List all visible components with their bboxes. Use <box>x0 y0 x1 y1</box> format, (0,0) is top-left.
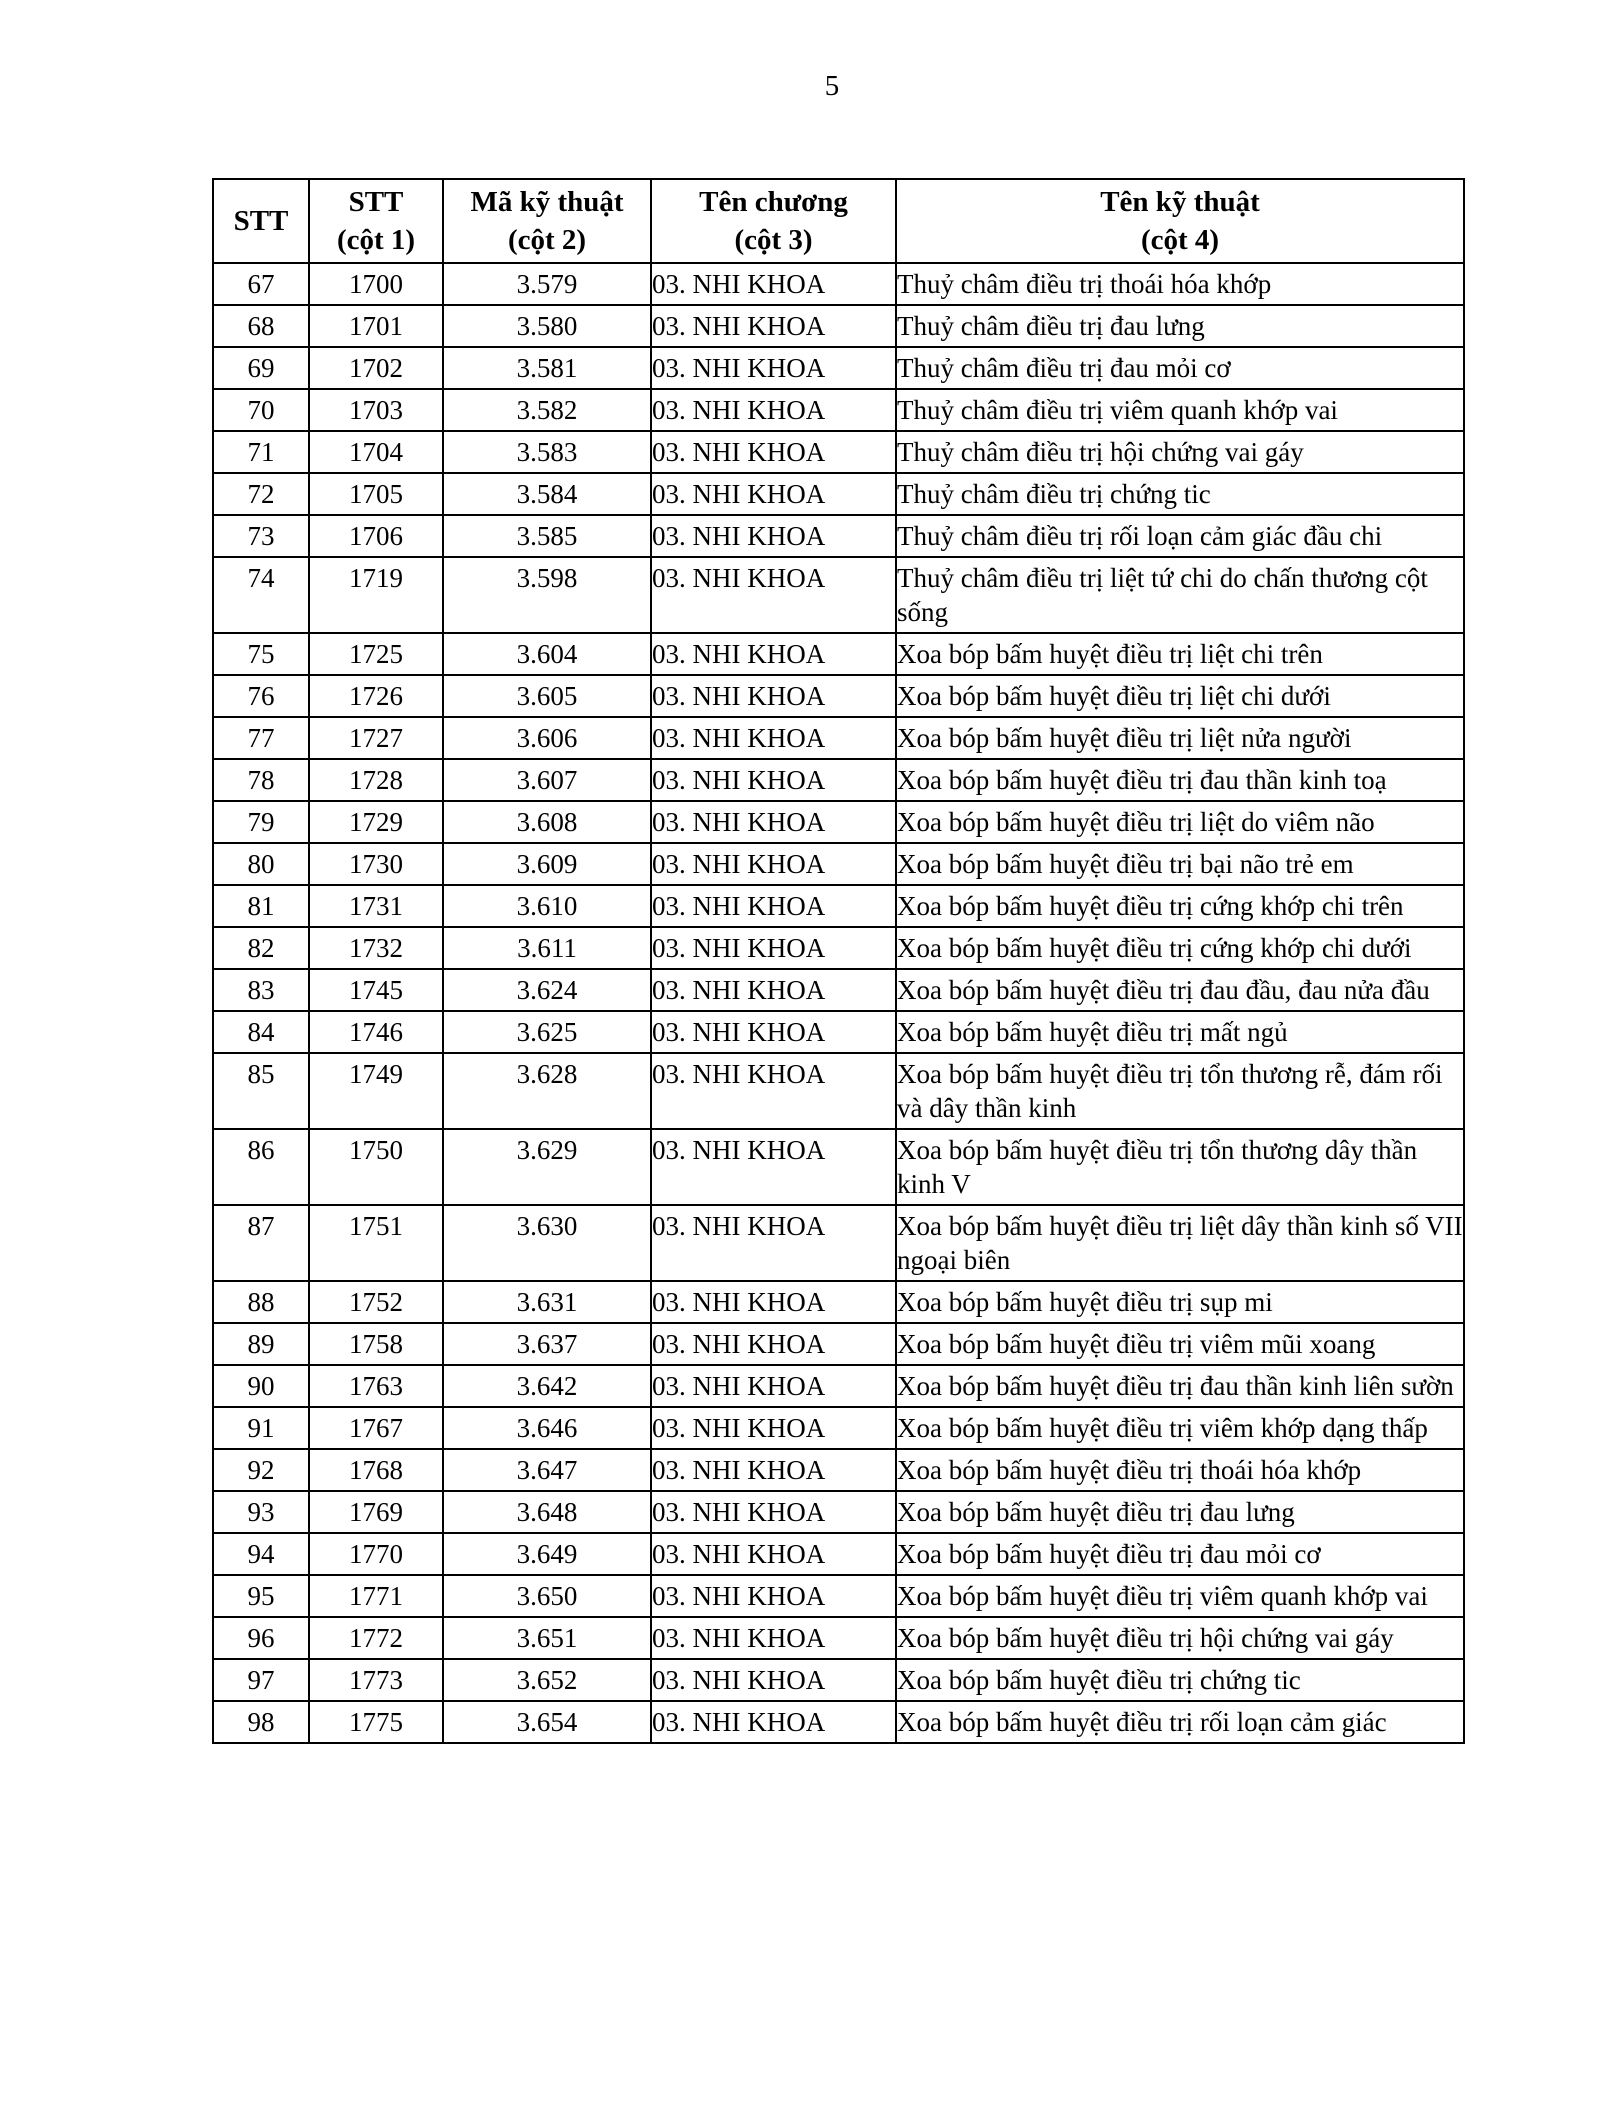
cell-technique-name: Xoa bóp bấm huyệt điều trị chứng tic <box>896 1659 1464 1701</box>
cell-chapter-name: 03. NHI KHOA <box>651 675 896 717</box>
cell-stt-col1: 1750 <box>309 1129 443 1205</box>
table-row <box>213 1365 1464 1407</box>
cell-technique-code: 3.608 <box>443 801 651 843</box>
cell-technique-name: Xoa bóp bấm huyệt điều trị đau thần kinh toạ <box>896 759 1464 801</box>
cell-stt: 96 <box>213 1617 309 1659</box>
cell-chapter-name: 03. NHI KHOA <box>651 633 896 675</box>
table-row <box>213 1129 1464 1205</box>
cell-stt-col1: 1727 <box>309 717 443 759</box>
cell-technique-name: Xoa bóp bấm huyệt điều trị đau đầu, đau nửa đầu <box>896 969 1464 1011</box>
cell-chapter-name: 03. NHI KHOA <box>651 1533 896 1575</box>
cell-technique-name: Xoa bóp bấm huyệt điều trị rối loạn cảm giác <box>896 1701 1464 1743</box>
cell-technique-name: Thuỷ châm điều trị chứng tic <box>896 473 1464 515</box>
cell-stt: 69 <box>213 347 309 389</box>
cell-stt-col1: 1745 <box>309 969 443 1011</box>
cell-chapter-name: 03. NHI KHOA <box>651 1575 896 1617</box>
cell-technique-code: 3.637 <box>443 1323 651 1365</box>
cell-technique-name: Xoa bóp bấm huyệt điều trị liệt chi dưới <box>896 675 1464 717</box>
cell-stt: 70 <box>213 389 309 431</box>
cell-stt: 97 <box>213 1659 309 1701</box>
cell-technique-name: Thuỷ châm điều trị liệt tứ chi do chấn thương cột sống <box>896 557 1464 633</box>
techniques-table <box>212 178 1465 1744</box>
cell-stt: 80 <box>213 843 309 885</box>
cell-technique-name: Thuỷ châm điều trị viêm quanh khớp vai <box>896 389 1464 431</box>
cell-stt-col1: 1775 <box>309 1701 443 1743</box>
cell-stt: 95 <box>213 1575 309 1617</box>
header-label: Tên kỹ thuật <box>1100 186 1260 218</box>
cell-technique-name: Xoa bóp bấm huyệt điều trị đau mỏi cơ <box>896 1533 1464 1575</box>
cell-stt-col1: 1751 <box>309 1205 443 1281</box>
cell-stt-col1: 1704 <box>309 431 443 473</box>
table-row <box>213 1407 1464 1449</box>
cell-technique-code: 3.651 <box>443 1617 651 1659</box>
cell-technique-name: Xoa bóp bấm huyệt điều trị hội chứng vai gáy <box>896 1617 1464 1659</box>
cell-chapter-name: 03. NHI KHOA <box>651 1449 896 1491</box>
header-technique-name <box>896 179 1464 263</box>
cell-technique-name: Xoa bóp bấm huyệt điều trị liệt dây thần kinh số VII ngoại biên <box>896 1205 1464 1281</box>
table-row <box>213 1491 1464 1533</box>
header-chapter-name <box>651 179 896 263</box>
cell-technique-code: 3.654 <box>443 1701 651 1743</box>
cell-technique-code: 3.650 <box>443 1575 651 1617</box>
cell-stt-col1: 1771 <box>309 1575 443 1617</box>
cell-stt-col1: 1728 <box>309 759 443 801</box>
cell-stt-col1: 1702 <box>309 347 443 389</box>
cell-chapter-name: 03. NHI KHOA <box>651 1491 896 1533</box>
cell-chapter-name: 03. NHI KHOA <box>651 759 896 801</box>
cell-technique-code: 3.610 <box>443 885 651 927</box>
cell-stt: 81 <box>213 885 309 927</box>
cell-chapter-name: 03. NHI KHOA <box>651 843 896 885</box>
cell-stt: 92 <box>213 1449 309 1491</box>
cell-technique-code: 3.581 <box>443 347 651 389</box>
cell-technique-name: Thuỷ châm điều trị hội chứng vai gáy <box>896 431 1464 473</box>
cell-stt: 67 <box>213 263 309 305</box>
cell-stt: 71 <box>213 431 309 473</box>
cell-technique-code: 3.604 <box>443 633 651 675</box>
cell-stt: 72 <box>213 473 309 515</box>
cell-stt: 75 <box>213 633 309 675</box>
cell-stt-col1: 1706 <box>309 515 443 557</box>
cell-stt-col1: 1763 <box>309 1365 443 1407</box>
table-row <box>213 633 1464 675</box>
cell-stt: 86 <box>213 1129 309 1205</box>
cell-stt-col1: 1773 <box>309 1659 443 1701</box>
cell-stt-col1: 1769 <box>309 1491 443 1533</box>
table-row <box>213 347 1464 389</box>
table-row <box>213 473 1464 515</box>
cell-technique-name: Xoa bóp bấm huyệt điều trị viêm quanh khớp vai <box>896 1575 1464 1617</box>
cell-technique-code: 3.649 <box>443 1533 651 1575</box>
cell-technique-code: 3.629 <box>443 1129 651 1205</box>
cell-stt-col1: 1729 <box>309 801 443 843</box>
cell-technique-code: 3.606 <box>443 717 651 759</box>
cell-chapter-name: 03. NHI KHOA <box>651 557 896 633</box>
cell-stt: 79 <box>213 801 309 843</box>
cell-stt-col1: 1725 <box>309 633 443 675</box>
table-row <box>213 389 1464 431</box>
cell-chapter-name: 03. NHI KHOA <box>651 347 896 389</box>
cell-technique-code: 3.625 <box>443 1011 651 1053</box>
table-row <box>213 1053 1464 1129</box>
table-header <box>213 179 1464 263</box>
table-row <box>213 1659 1464 1701</box>
cell-technique-code: 3.648 <box>443 1491 651 1533</box>
cell-technique-code: 3.628 <box>443 1053 651 1129</box>
header-stt-col1 <box>309 179 443 263</box>
cell-technique-name: Xoa bóp bấm huyệt điều trị tổn thương rễ, đám rối và dây thần kinh <box>896 1053 1464 1129</box>
page-number: 5 <box>824 70 840 102</box>
table-row <box>213 263 1464 305</box>
cell-chapter-name: 03. NHI KHOA <box>651 1617 896 1659</box>
table-row <box>213 927 1464 969</box>
cell-stt: 73 <box>213 515 309 557</box>
cell-technique-name: Xoa bóp bấm huyệt điều trị bại não trẻ em <box>896 843 1464 885</box>
table-row <box>213 1011 1464 1053</box>
header-label: STT <box>348 186 404 218</box>
table-row <box>213 717 1464 759</box>
table-row <box>213 801 1464 843</box>
cell-stt-col1: 1758 <box>309 1323 443 1365</box>
cell-technique-name: Xoa bóp bấm huyệt điều trị liệt chi trên <box>896 633 1464 675</box>
cell-technique-name: Xoa bóp bấm huyệt điều trị tổn thương dây thần kinh V <box>896 1129 1464 1205</box>
cell-technique-code: 3.582 <box>443 389 651 431</box>
cell-technique-code: 3.646 <box>443 1407 651 1449</box>
cell-technique-code: 3.609 <box>443 843 651 885</box>
cell-chapter-name: 03. NHI KHOA <box>651 1407 896 1449</box>
cell-chapter-name: 03. NHI KHOA <box>651 1053 896 1129</box>
cell-technique-name: Thuỷ châm điều trị rối loạn cảm giác đầu chi <box>896 515 1464 557</box>
cell-stt-col1: 1719 <box>309 557 443 633</box>
cell-technique-code: 3.611 <box>443 927 651 969</box>
cell-stt: 68 <box>213 305 309 347</box>
header-sublabel: (cột 3) <box>734 224 813 256</box>
cell-stt: 78 <box>213 759 309 801</box>
cell-stt-col1: 1749 <box>309 1053 443 1129</box>
cell-stt-col1: 1752 <box>309 1281 443 1323</box>
table-row <box>213 1281 1464 1323</box>
header-sublabel: (cột 2) <box>507 224 587 256</box>
cell-stt-col1: 1767 <box>309 1407 443 1449</box>
cell-technique-code: 3.580 <box>443 305 651 347</box>
cell-technique-code: 3.605 <box>443 675 651 717</box>
table-row <box>213 759 1464 801</box>
cell-chapter-name: 03. NHI KHOA <box>651 1659 896 1701</box>
cell-stt-col1: 1746 <box>309 1011 443 1053</box>
table-row <box>213 885 1464 927</box>
cell-stt-col1: 1726 <box>309 675 443 717</box>
cell-stt: 77 <box>213 717 309 759</box>
cell-chapter-name: 03. NHI KHOA <box>651 1129 896 1205</box>
cell-chapter-name: 03. NHI KHOA <box>651 1323 896 1365</box>
cell-chapter-name: 03. NHI KHOA <box>651 885 896 927</box>
cell-stt: 93 <box>213 1491 309 1533</box>
cell-chapter-name: 03. NHI KHOA <box>651 927 896 969</box>
cell-chapter-name: 03. NHI KHOA <box>651 717 896 759</box>
header-row <box>213 179 1464 263</box>
cell-technique-name: Thuỷ châm điều trị đau lưng <box>896 305 1464 347</box>
cell-stt: 76 <box>213 675 309 717</box>
header-stt <box>213 179 309 263</box>
header-stt-label: STT <box>233 205 289 237</box>
table-row <box>213 1323 1464 1365</box>
cell-chapter-name: 03. NHI KHOA <box>651 1011 896 1053</box>
cell-stt: 90 <box>213 1365 309 1407</box>
cell-stt: 82 <box>213 927 309 969</box>
cell-stt-col1: 1705 <box>309 473 443 515</box>
cell-technique-code: 3.624 <box>443 969 651 1011</box>
cell-technique-name: Xoa bóp bấm huyệt điều trị viêm mũi xoang <box>896 1323 1464 1365</box>
cell-stt: 85 <box>213 1053 309 1129</box>
cell-stt: 74 <box>213 557 309 633</box>
cell-chapter-name: 03. NHI KHOA <box>651 969 896 1011</box>
cell-chapter-name: 03. NHI KHOA <box>651 305 896 347</box>
table-row <box>213 1575 1464 1617</box>
cell-stt-col1: 1772 <box>309 1617 443 1659</box>
cell-stt: 89 <box>213 1323 309 1365</box>
table-row <box>213 843 1464 885</box>
cell-stt-col1: 1732 <box>309 927 443 969</box>
cell-chapter-name: 03. NHI KHOA <box>651 1701 896 1743</box>
cell-stt-col1: 1768 <box>309 1449 443 1491</box>
header-label: Tên chương <box>699 186 848 218</box>
table-row <box>213 969 1464 1011</box>
cell-stt: 88 <box>213 1281 309 1323</box>
cell-chapter-name: 03. NHI KHOA <box>651 1365 896 1407</box>
cell-stt: 87 <box>213 1205 309 1281</box>
table-row <box>213 675 1464 717</box>
table-row <box>213 1533 1464 1575</box>
cell-technique-name: Xoa bóp bấm huyệt điều trị cứng khớp chi trên <box>896 885 1464 927</box>
cell-technique-name: Xoa bóp bấm huyệt điều trị mất ngủ <box>896 1011 1464 1053</box>
cell-chapter-name: 03. NHI KHOA <box>651 515 896 557</box>
cell-chapter-name: 03. NHI KHOA <box>651 1281 896 1323</box>
cell-stt-col1: 1701 <box>309 305 443 347</box>
table-row <box>213 1617 1464 1659</box>
cell-chapter-name: 03. NHI KHOA <box>651 473 896 515</box>
cell-technique-name: Xoa bóp bấm huyệt điều trị đau thần kinh liên sườn <box>896 1365 1464 1407</box>
cell-stt-col1: 1770 <box>309 1533 443 1575</box>
cell-technique-code: 3.579 <box>443 263 651 305</box>
cell-technique-code: 3.584 <box>443 473 651 515</box>
table-row <box>213 557 1464 633</box>
cell-stt: 94 <box>213 1533 309 1575</box>
cell-stt-col1: 1703 <box>309 389 443 431</box>
cell-chapter-name: 03. NHI KHOA <box>651 1205 896 1281</box>
header-technique-code <box>443 179 651 263</box>
table-row <box>213 305 1464 347</box>
cell-chapter-name: 03. NHI KHOA <box>651 263 896 305</box>
cell-technique-code: 3.652 <box>443 1659 651 1701</box>
table-row <box>213 1701 1464 1743</box>
header-label: Mã kỹ thuật <box>470 186 624 218</box>
cell-technique-code: 3.631 <box>443 1281 651 1323</box>
header-sublabel: (cột 4) <box>1140 224 1220 256</box>
table-row <box>213 431 1464 473</box>
cell-technique-name: Xoa bóp bấm huyệt điều trị đau lưng <box>896 1491 1464 1533</box>
cell-technique-name: Xoa bóp bấm huyệt điều trị thoái hóa khớp <box>896 1449 1464 1491</box>
table-row <box>213 1205 1464 1281</box>
cell-stt: 98 <box>213 1701 309 1743</box>
cell-technique-name: Thuỷ châm điều trị đau mỏi cơ <box>896 347 1464 389</box>
cell-technique-name: Xoa bóp bấm huyệt điều trị viêm khớp dạng thấp <box>896 1407 1464 1449</box>
cell-chapter-name: 03. NHI KHOA <box>651 389 896 431</box>
cell-stt: 83 <box>213 969 309 1011</box>
cell-technique-code: 3.598 <box>443 557 651 633</box>
cell-technique-name: Xoa bóp bấm huyệt điều trị cứng khớp chi dưới <box>896 927 1464 969</box>
cell-stt-col1: 1731 <box>309 885 443 927</box>
cell-stt-col1: 1730 <box>309 843 443 885</box>
cell-technique-code: 3.647 <box>443 1449 651 1491</box>
cell-technique-name: Xoa bóp bấm huyệt điều trị liệt do viêm não <box>896 801 1464 843</box>
cell-technique-code: 3.642 <box>443 1365 651 1407</box>
cell-chapter-name: 03. NHI KHOA <box>651 431 896 473</box>
cell-technique-code: 3.607 <box>443 759 651 801</box>
cell-stt: 84 <box>213 1011 309 1053</box>
cell-technique-name: Xoa bóp bấm huyệt điều trị sụp mi <box>896 1281 1464 1323</box>
cell-technique-code: 3.585 <box>443 515 651 557</box>
cell-technique-code: 3.583 <box>443 431 651 473</box>
cell-technique-code: 3.630 <box>443 1205 651 1281</box>
cell-technique-name: Xoa bóp bấm huyệt điều trị liệt nửa người <box>896 717 1464 759</box>
table-row <box>213 515 1464 557</box>
cell-stt: 91 <box>213 1407 309 1449</box>
table-row <box>213 1449 1464 1491</box>
cell-stt-col1: 1700 <box>309 263 443 305</box>
cell-chapter-name: 03. NHI KHOA <box>651 801 896 843</box>
table-body <box>213 263 1464 1743</box>
cell-technique-name: Thuỷ châm điều trị thoái hóa khớp <box>896 263 1464 305</box>
header-sublabel: (cột 1) <box>336 224 416 256</box>
